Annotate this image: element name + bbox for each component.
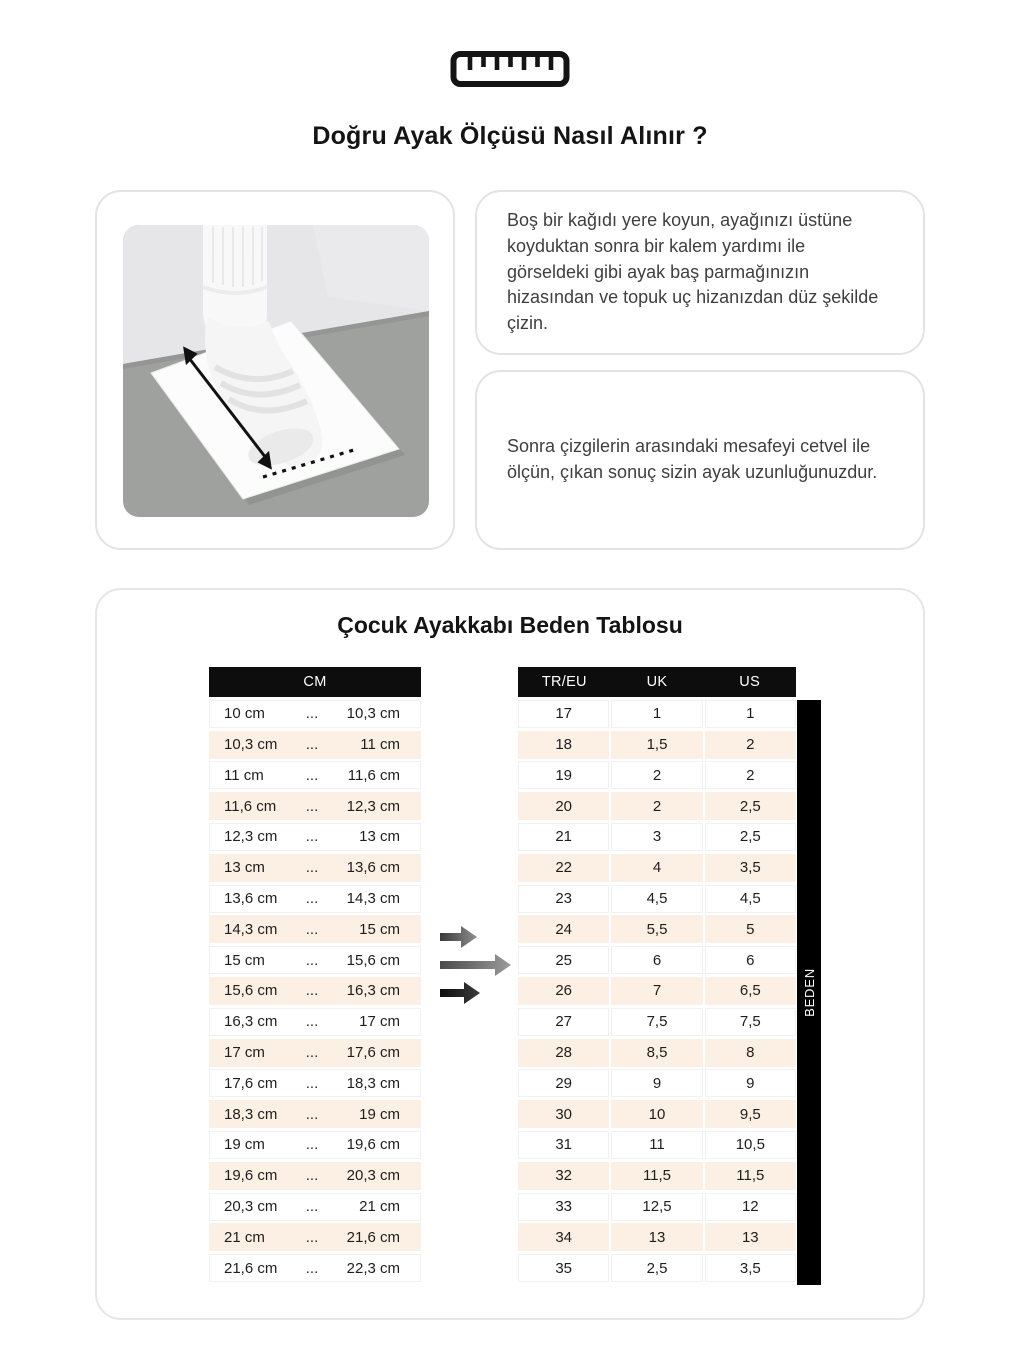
size-us-value: 12	[705, 1193, 796, 1221]
size-tr-eu-value: 22	[518, 854, 609, 882]
size-tr-eu-value: 18	[518, 731, 609, 759]
size-table-title: Çocuk Ayakkabı Beden Tablosu	[337, 612, 683, 638]
size-table-row	[518, 792, 796, 820]
ruler-icon	[0, 50, 1020, 88]
cm-header-label: CM	[303, 674, 327, 690]
cm-range-separator: ...	[305, 828, 319, 846]
cm-table-row	[209, 1008, 421, 1036]
beden-side-label-bar	[797, 700, 821, 1285]
conversion-arrows-icon	[433, 912, 518, 1024]
size-table-row	[518, 854, 796, 882]
cm-range-separator: ...	[305, 890, 319, 908]
cm-from-value: 13 cm	[224, 859, 265, 877]
size-table-row	[518, 946, 796, 974]
size-us-value: 11,5	[705, 1162, 796, 1190]
size-uk-value: 8,5	[611, 1039, 702, 1067]
size-tr-eu-value: 20	[518, 792, 609, 820]
size-uk-value: 9	[611, 1069, 702, 1097]
cm-table-row	[209, 946, 421, 974]
cm-range-separator: ...	[305, 1198, 319, 1216]
cm-range-separator: ...	[305, 1228, 319, 1246]
size-uk-value: 10	[611, 1100, 702, 1128]
cm-table-row	[209, 1069, 421, 1097]
instruction-box-1	[475, 190, 925, 355]
cm-to-value: 19,6 cm	[346, 1136, 400, 1154]
cm-from-value: 21 cm	[224, 1228, 265, 1246]
size-table-row	[518, 1008, 796, 1036]
size-table-row	[518, 1254, 796, 1282]
cm-to-value: 22,3 cm	[346, 1259, 400, 1277]
size-uk-value: 5,5	[611, 915, 702, 943]
cm-from-value: 16,3 cm	[224, 1013, 278, 1031]
cm-from-value: 15,6 cm	[224, 982, 278, 1000]
size-table-row	[518, 885, 796, 913]
size-tr-eu-value: 21	[518, 823, 609, 851]
size-us-value: 2	[705, 731, 796, 759]
size-us-value: 8	[705, 1039, 796, 1067]
size-uk-value: 1	[611, 700, 702, 728]
size-uk-value: 12,5	[611, 1193, 702, 1221]
size-uk-value: 3	[611, 823, 702, 851]
size-table-row	[518, 1039, 796, 1067]
cm-to-value: 19 cm	[359, 1105, 400, 1123]
size-header-uk: UK	[646, 674, 668, 690]
cm-range-separator: ...	[305, 1044, 319, 1062]
size-table-row	[518, 915, 796, 943]
cm-from-value: 19,6 cm	[224, 1167, 278, 1185]
size-us-value: 6,5	[705, 977, 796, 1005]
size-tr-eu-value: 33	[518, 1193, 609, 1221]
size-table-row	[518, 700, 796, 728]
page-title: Doğru Ayak Ölçüsü Nasıl Alınır ?	[312, 122, 708, 150]
size-tr-eu-value: 23	[518, 885, 609, 913]
size-tr-eu-value: 24	[518, 915, 609, 943]
size-us-value: 4,5	[705, 885, 796, 913]
cm-table-row	[209, 792, 421, 820]
size-table-header	[518, 667, 796, 697]
cm-to-value: 17 cm	[359, 1013, 400, 1031]
cm-to-value: 11 cm	[360, 736, 400, 754]
cm-to-value: 14,3 cm	[346, 890, 400, 908]
size-header-tr-eu: TR/EU	[541, 674, 587, 690]
cm-to-value: 13 cm	[359, 828, 400, 846]
size-tr-eu-value: 35	[518, 1254, 609, 1282]
size-table-card	[95, 588, 925, 1320]
size-tr-eu-value: 25	[518, 946, 609, 974]
cm-table-row	[209, 1162, 421, 1190]
cm-from-value: 19 cm	[224, 1136, 265, 1154]
instruction-box-2	[475, 370, 925, 550]
size-table-row	[518, 1131, 796, 1159]
cm-table-row	[209, 731, 421, 759]
size-tr-eu-value: 29	[518, 1069, 609, 1097]
size-table-body	[518, 700, 796, 1282]
cm-table-row	[209, 761, 421, 789]
cm-table-row	[209, 1193, 421, 1221]
cm-from-value: 14,3 cm	[224, 920, 278, 938]
cm-range-separator: ...	[305, 859, 319, 877]
size-uk-value: 7	[611, 977, 702, 1005]
size-uk-value: 2	[611, 761, 702, 789]
size-us-value: 2	[705, 761, 796, 789]
cm-range-separator: ...	[305, 951, 319, 969]
size-uk-value: 2,5	[611, 1254, 702, 1282]
cm-from-value: 10 cm	[224, 705, 265, 723]
cm-table-row	[209, 977, 421, 1005]
cm-to-value: 21,6 cm	[346, 1228, 400, 1246]
cm-from-value: 12,3 cm	[224, 828, 278, 846]
cm-range-separator: ...	[305, 1013, 319, 1031]
cm-range-separator: ...	[305, 736, 319, 754]
cm-range-separator: ...	[305, 1136, 319, 1154]
size-header-us: US	[739, 674, 761, 690]
size-uk-value: 6	[611, 946, 702, 974]
cm-from-value: 13,6 cm	[224, 890, 278, 908]
size-table-row	[518, 731, 796, 759]
size-us-value: 3,5	[705, 854, 796, 882]
cm-table-row	[209, 1223, 421, 1251]
cm-table-row	[209, 1131, 421, 1159]
cm-from-value: 10,3 cm	[224, 736, 278, 754]
size-tr-eu-value: 28	[518, 1039, 609, 1067]
cm-table-row	[209, 854, 421, 882]
instruction-step-1: Boş bir kağıdı yere koyun, ayağınızı üstüne koyduktan sonra bir kalem yardımı ile görseldeki gibi ayak baş parmağınızın hizasından ve topuk uç hizanızdan düz şekilde çizin.	[507, 210, 879, 334]
size-us-value: 13	[705, 1223, 796, 1251]
cm-from-value: 11 cm	[224, 766, 264, 784]
cm-to-value: 17,6 cm	[346, 1044, 400, 1062]
cm-table	[209, 667, 421, 1285]
cm-to-value: 10,3 cm	[346, 705, 400, 723]
size-tr-eu-value: 26	[518, 977, 609, 1005]
size-table-row	[518, 823, 796, 851]
size-uk-value: 13	[611, 1223, 702, 1251]
cm-to-value: 16,3 cm	[346, 982, 400, 1000]
cm-to-value: 18,3 cm	[346, 1074, 400, 1092]
size-uk-value: 2	[611, 792, 702, 820]
cm-to-value: 15,6 cm	[346, 951, 400, 969]
size-us-value: 2,5	[705, 823, 796, 851]
size-table-row	[518, 977, 796, 1005]
cm-from-value: 15 cm	[224, 951, 265, 969]
size-table-row	[518, 1069, 796, 1097]
size-us-value: 5	[705, 915, 796, 943]
size-uk-value: 4,5	[611, 885, 702, 913]
size-uk-value: 1,5	[611, 731, 702, 759]
cm-range-separator: ...	[305, 1074, 319, 1092]
cm-to-value: 11,6 cm	[347, 766, 400, 784]
cm-table-row	[209, 1254, 421, 1282]
size-table-row	[518, 1193, 796, 1221]
cm-to-value: 13,6 cm	[346, 859, 400, 877]
size-tr-eu-value: 34	[518, 1223, 609, 1251]
size-us-value: 9,5	[705, 1100, 796, 1128]
size-us-value: 2,5	[705, 792, 796, 820]
cm-from-value: 21,6 cm	[224, 1259, 278, 1277]
size-tr-eu-value: 32	[518, 1162, 609, 1190]
cm-range-separator: ...	[305, 1105, 319, 1123]
cm-table-body	[209, 700, 421, 1282]
size-table-row	[518, 761, 796, 789]
cm-table-row	[209, 700, 421, 728]
size-table-row	[518, 1162, 796, 1190]
foot-measure-photo	[123, 225, 429, 517]
size-us-value: 6	[705, 946, 796, 974]
beden-side-label: BEDEN	[801, 968, 817, 1017]
cm-from-value: 17,6 cm	[224, 1074, 278, 1092]
size-uk-value: 11	[611, 1131, 702, 1159]
size-tr-eu-value: 31	[518, 1131, 609, 1159]
size-tr-eu-value: 27	[518, 1008, 609, 1036]
size-tr-eu-value: 30	[518, 1100, 609, 1128]
size-table-row	[518, 1100, 796, 1128]
cm-range-separator: ...	[305, 705, 319, 723]
size-table	[518, 667, 796, 1285]
size-table-row	[518, 1223, 796, 1251]
cm-from-value: 18,3 cm	[224, 1105, 278, 1123]
cm-table-row	[209, 915, 421, 943]
cm-from-value: 17 cm	[224, 1044, 265, 1062]
cm-table-row	[209, 1039, 421, 1067]
cm-table-row	[209, 885, 421, 913]
cm-to-value: 15 cm	[359, 920, 400, 938]
cm-table-header	[209, 667, 421, 697]
cm-from-value: 11,6 cm	[224, 797, 277, 815]
cm-to-value: 20,3 cm	[346, 1167, 400, 1185]
cm-range-separator: ...	[305, 766, 319, 784]
cm-range-separator: ...	[305, 1259, 319, 1277]
size-us-value: 7,5	[705, 1008, 796, 1036]
cm-range-separator: ...	[305, 1167, 319, 1185]
size-us-value: 10,5	[705, 1131, 796, 1159]
cm-to-value: 21 cm	[359, 1198, 400, 1216]
cm-to-value: 12,3 cm	[346, 797, 400, 815]
cm-table-row	[209, 823, 421, 851]
size-us-value: 1	[705, 700, 796, 728]
cm-table-row	[209, 1100, 421, 1128]
cm-range-separator: ...	[305, 797, 319, 815]
size-uk-value: 4	[611, 854, 702, 882]
foot-measure-photo-card	[95, 190, 455, 550]
size-us-value: 9	[705, 1069, 796, 1097]
size-tr-eu-value: 17	[518, 700, 609, 728]
size-uk-value: 7,5	[611, 1008, 702, 1036]
cm-range-separator: ...	[305, 982, 319, 1000]
size-us-value: 3,5	[705, 1254, 796, 1282]
cm-range-separator: ...	[305, 920, 319, 938]
cm-from-value: 20,3 cm	[224, 1198, 278, 1216]
size-uk-value: 11,5	[611, 1162, 702, 1190]
size-tr-eu-value: 19	[518, 761, 609, 789]
instruction-step-2: Sonra çizgilerin arasındaki mesafeyi cetvel ile ölçün, çıkan sonuç sizin ayak uzunluğunuzdur.	[507, 436, 878, 482]
